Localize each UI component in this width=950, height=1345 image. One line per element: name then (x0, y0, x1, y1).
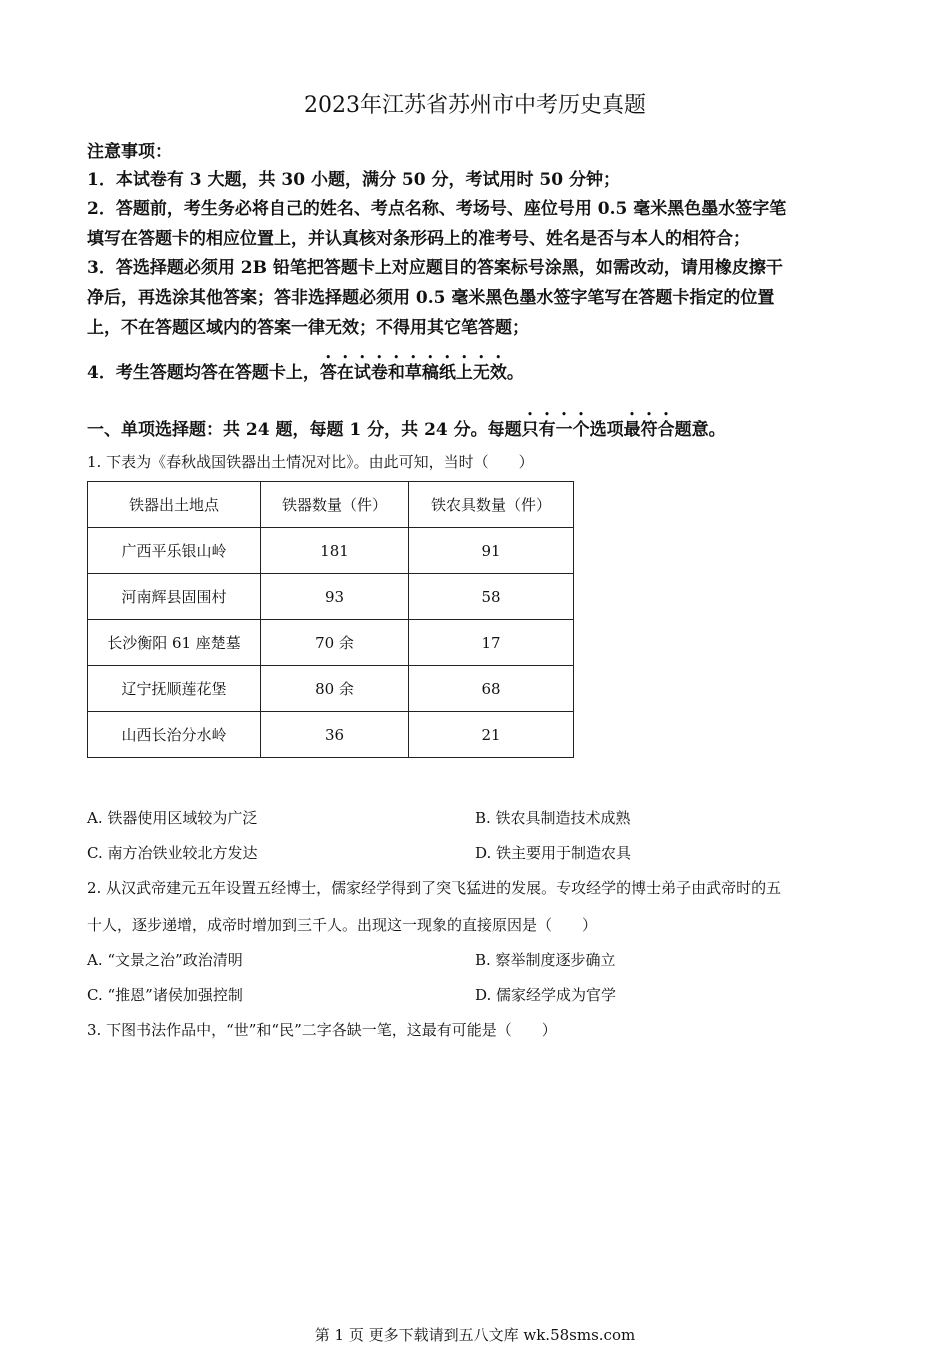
table-cell: 广西平乐银山岭 (88, 528, 261, 574)
table-cell: 91 (409, 528, 574, 574)
section-1-emphasis-2: 最符合 (623, 420, 675, 440)
table-cell: 长沙衡阳 61 座楚墓 (88, 620, 261, 666)
question-2-stem-line-1: 2. 从汉武帝建元五年设置五经博士，儒家经学得到了突飞猛进的发展。专攻经学的博士弟子由武帝时的五 (87, 879, 782, 897)
notice-item-2-line-2: 填写在答题卡的相应位置上，并认真核对条形码上的准考号、姓名是否与本人的相符合； (87, 229, 750, 249)
section-1-text-3: 题意。 (674, 420, 726, 440)
notice-item-4-end: 。 (506, 363, 524, 383)
notice-heading: 注意事项： (87, 142, 172, 162)
table-cell: 181 (261, 528, 409, 574)
table-cell: 68 (409, 666, 574, 712)
iron-artifacts-table (87, 481, 574, 758)
page-footer: 第 1 页 更多下载请到五八文库 wk.58sms.com (314, 1326, 636, 1344)
question-1-stem: 1. 下表为《春秋战国铁器出土情况对比》。由此可知，当时（ ） (87, 453, 534, 471)
notice-item-4-emphasis: 答在试卷和草稿纸上无效 (319, 363, 507, 383)
question-2-option-a[interactable]: A. “文景之治”政治清明 (87, 951, 243, 969)
table-cell: 21 (409, 712, 574, 758)
table-row (88, 620, 574, 666)
notice-item-3-line-3: 上，不在答题区域内的答案一律无效；不得用其它笔答题； (87, 318, 529, 338)
table-cell: 58 (409, 574, 574, 620)
table-header-cell: 铁农具数量（件） (409, 482, 574, 528)
section-1-emphasis-1: 只有一个 (521, 420, 590, 440)
question-2-option-b[interactable]: B. 察举制度逐步确立 (475, 951, 616, 969)
section-1-heading (87, 410, 726, 440)
question-2-stem-line-2: 十人，逐步递增，成帝时增加到三千人。出现这一现象的直接原因是（ ） (87, 916, 598, 934)
table-row (88, 574, 574, 620)
question-1-option-b[interactable]: B. 铁农具制造技术成熟 (475, 809, 631, 827)
notice-item-3-line-2: 净后，再选涂其他答案；答非选择题必须用 0.5 毫米黑色墨水签字笔写在答题卡指定的位置 (87, 288, 775, 308)
table-row (88, 528, 574, 574)
table-header-row (88, 482, 574, 528)
section-1-text: 一、单项选择题：共 24 题，每题 1 分，共 24 分。每题 (87, 420, 522, 440)
question-2-option-d[interactable]: D. 儒家经学成为官学 (475, 986, 617, 1004)
table-cell: 80 余 (261, 666, 409, 712)
question-2-option-c[interactable]: C. “推恩”诸侯加强控制 (87, 986, 243, 1004)
notice-item-1: 1．本试卷有 3 大题，共 30 小题，满分 50 分，考试用时 50 分钟； (87, 170, 620, 190)
question-1-option-d[interactable]: D. 铁主要用于制造农具 (475, 844, 632, 862)
table-header-cell: 铁器数量（件） (261, 482, 409, 528)
table-cell: 17 (409, 620, 574, 666)
notice-item-4-text: 4．考生答题均答在答题卡上， (87, 363, 320, 383)
table-cell: 河南辉县固围村 (88, 574, 261, 620)
question-1-option-c[interactable]: C. 南方冶铁业较北方发达 (87, 844, 258, 862)
table-cell: 93 (261, 574, 409, 620)
page-title: 2023年江苏省苏州市中考历史真题 (304, 93, 646, 118)
section-1-text-2: 选项 (589, 420, 624, 440)
question-1-option-a[interactable]: A. 铁器使用区域较为广泛 (87, 809, 258, 827)
notice-item-2-line-1: 2．答题前，考生务必将自己的姓名、考点名称、考场号、座位号用 0.5 毫米黑色墨水签字笔 (87, 199, 787, 219)
table-cell: 36 (261, 712, 409, 758)
question-3-stem: 3. 下图书法作品中，“世”和“民”二字各缺一笔，这最有可能是（ ） (87, 1021, 557, 1039)
notice-item-4 (87, 353, 524, 383)
table-row (88, 666, 574, 712)
table-cell: 山西长治分水岭 (88, 712, 261, 758)
table-cell: 70 余 (261, 620, 409, 666)
table-cell: 辽宁抚顺莲花堡 (88, 666, 261, 712)
table-row (88, 712, 574, 758)
notice-item-3-line-1: 3．答选择题必须用 2B 铅笔把答题卡上对应题目的答案标号涂黑，如需改动，请用橡皮擦干 (87, 258, 783, 278)
table-header-cell: 铁器出土地点 (88, 482, 261, 528)
